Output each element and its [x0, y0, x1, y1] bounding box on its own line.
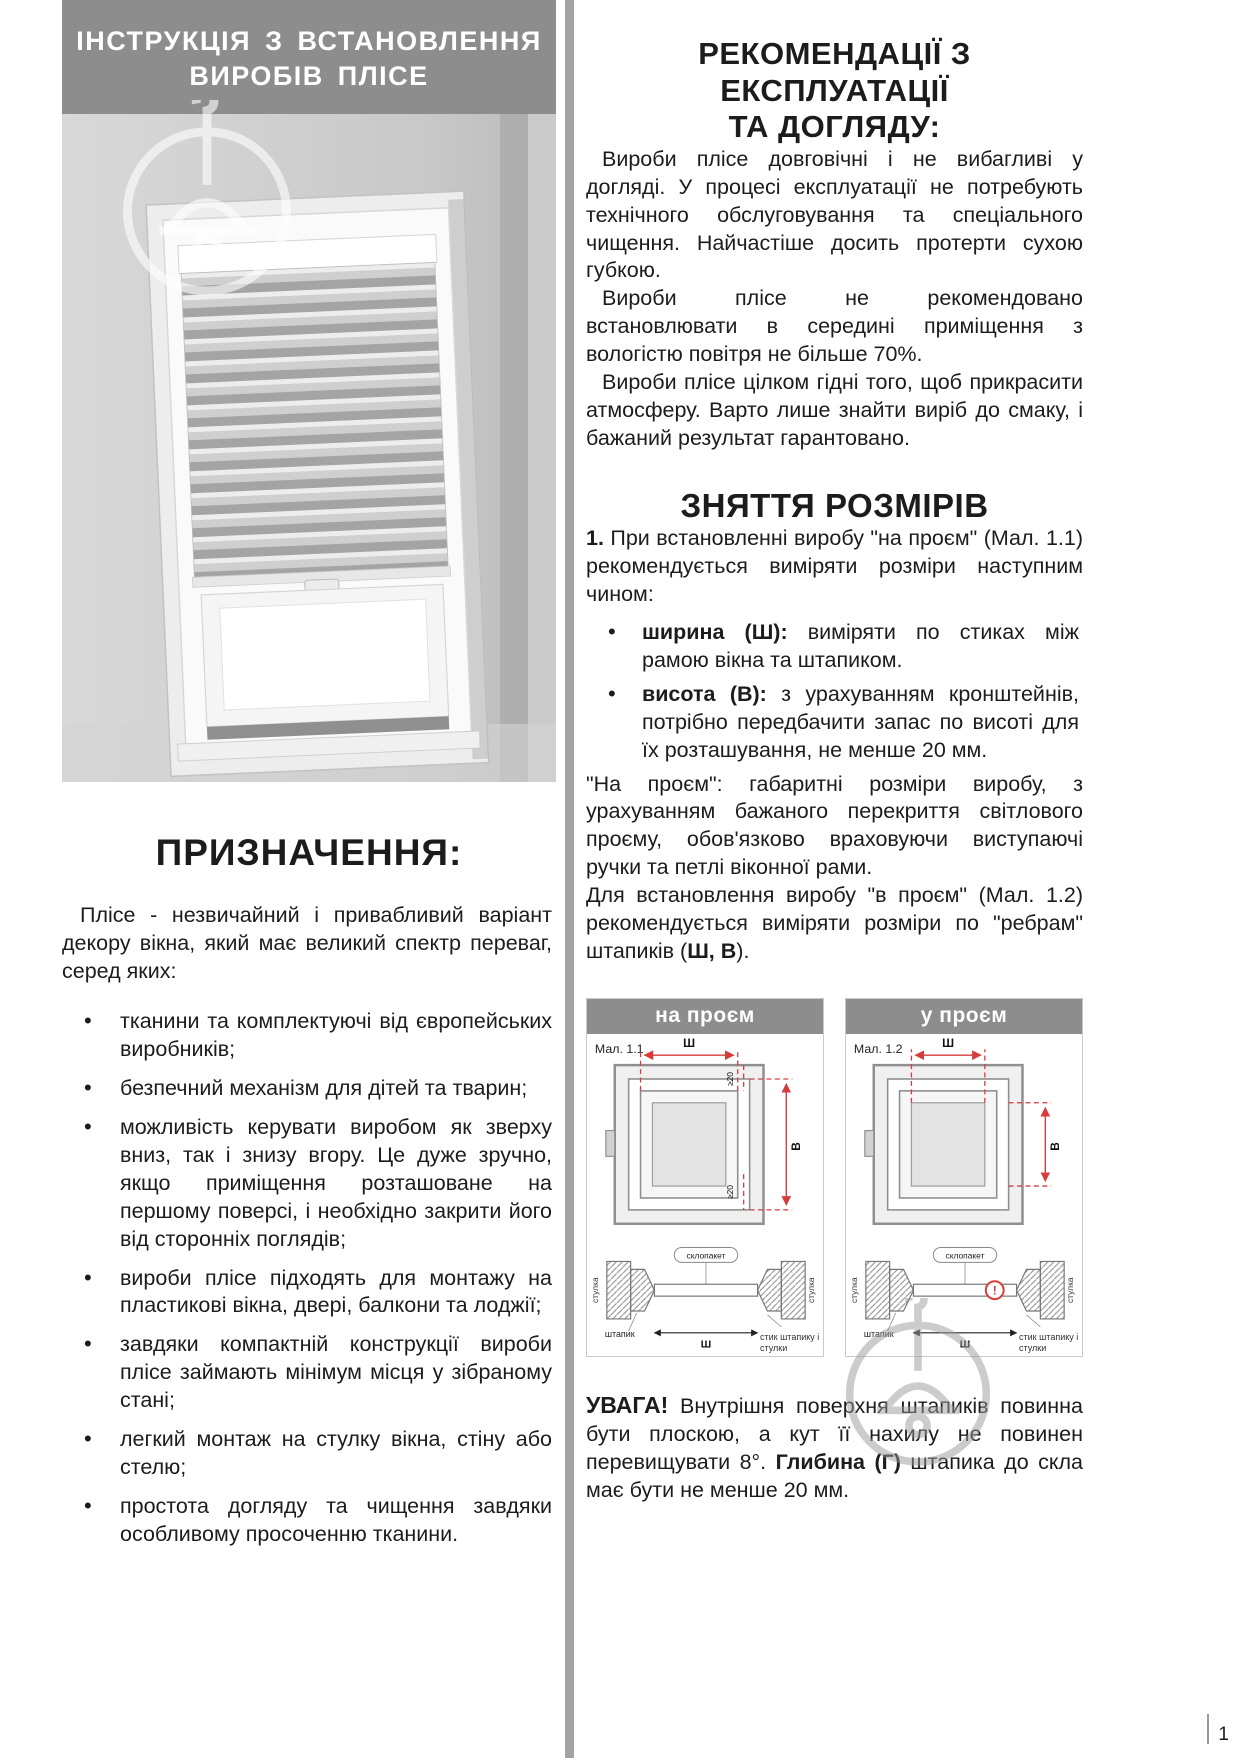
glazing-label: склопакет	[945, 1250, 985, 1261]
list-item: • завдяки компактній конструкції вироби плісе займають мінімум місця у зібраному стані;	[120, 1331, 552, 1415]
care-heading-line2: ТА ДОГЛЯДУ:	[728, 109, 941, 145]
measuring-step-1	[586, 525, 1083, 609]
width-dimension-label: Ш	[683, 1036, 696, 1051]
care-heading	[586, 36, 1083, 146]
sash-label-left: стулка	[589, 1277, 600, 1304]
list-item: • легкий монтаж на стулку вікна, стіну або стелю;	[120, 1426, 552, 1482]
measuring-heading: ЗНЯТТЯ РОЗМІРІВ	[680, 487, 989, 525]
warning-exclamation-icon: !	[992, 1283, 997, 1298]
attention-paragraph	[586, 1391, 1083, 1505]
figure-caption: Мал. 1.2	[853, 1042, 903, 1057]
diagram-na-proem-figure	[587, 1034, 823, 1356]
window-schematic-1-2	[846, 1034, 1082, 1356]
purpose-list	[62, 1008, 556, 1549]
list-item: • простота догляду та чищення завдяки особливому просоченню тканини.	[120, 1493, 552, 1549]
height-dimension-label: В	[789, 1142, 804, 1151]
figure-caption: Мал. 1.1	[594, 1042, 644, 1057]
joint-note: стик штапику і стулки	[1019, 1332, 1079, 1353]
care-paragraph-2: Вироби плісе не рекомендовано встановлювати в середині приміщення з вологістю повітря не більше 70%.	[586, 286, 1083, 367]
width-definition: виміряти по стиках між рамою вікна та штапиком.	[642, 619, 1079, 672]
right-column	[586, 0, 1083, 1526]
clearance-label-bottom: ≥20	[724, 1185, 735, 1200]
diagram-u-proem	[845, 998, 1083, 1357]
diagram-u-proem-header: у проєм	[846, 999, 1082, 1034]
column-divider	[565, 0, 574, 1758]
attention-bold-depth: Глибина (Г)	[775, 1449, 901, 1474]
purpose-intro: Плісе - незвичайний і привабливий варіант декору вікна, який має великий спектр переваг, серед яких:	[62, 903, 552, 984]
list-item: • безпечний механізм для дітей та тварин;	[120, 1075, 552, 1103]
clearance-label-top: ≥20	[724, 1072, 735, 1087]
step-text: При встановленні виробу "на проєм" (Мал. 1.1) рекомендується виміряти розміри наступним чином:	[586, 526, 1083, 606]
inset-text-1: Для встановлення виробу "в проєм" (Мал. 1.2) рекомендується виміряти розміри по "ребрам" штапиків (	[586, 883, 1083, 964]
height-term: висота (В):	[642, 681, 767, 706]
step-number: 1.	[586, 526, 604, 551]
diagram-u-proem-figure	[846, 1034, 1082, 1356]
window-schematic-1-1	[587, 1034, 823, 1356]
list-item: • тканини та комплектуючі від європейських виробників;	[120, 1008, 552, 1064]
list-item: • можливість керувати виробом як зверху вниз, так і знизу вгору. Це дуже зручно, якщо приміщення розташоване на першому поверсі, і необхідно закрити його від сторонніх поглядів;	[120, 1114, 552, 1254]
height-definition: з урахуванням кронштейнів, потрібно передбачити запас по висоті для їх розташування, не менше 20 мм.	[642, 681, 1079, 762]
diagram-na-proem-header: на проєм	[587, 999, 823, 1034]
care-paragraph-3: Вироби плісе цілком гідні того, щоб прикрасити атмосферу. Варто лише знайти виріб до смаку, і бажаний результат гарантовано.	[586, 370, 1083, 451]
glazing-label: склопакет	[686, 1250, 726, 1261]
instruction-header	[62, 0, 556, 114]
joint-note: стик штапику і стулки	[760, 1332, 820, 1353]
left-column	[0, 0, 565, 1560]
care-paragraph-1: Вироби плісе довговічні і не вибагливі у догляді. У процесі експлуатації не потребують технічного обслуговування та спеціального чищення. Найчастіше досить протерти сухою губкою.	[586, 146, 1083, 283]
width-bottom-label: Ш	[700, 1339, 712, 1351]
width-dimension-label: Ш	[942, 1036, 955, 1051]
attention-text-2: штапика до скла має бути не менше 20 мм.	[586, 1449, 1084, 1502]
diagram-na-proem	[586, 998, 824, 1357]
attention-text-1: Внутрішня поверхня штапиків повинна бути плоскою, а кут її нахилу не повинен перевищувати 8°.	[586, 1394, 1083, 1474]
attention-lead: УВАГА!	[586, 1392, 669, 1419]
list-item: • вироби плісе підходять для монтажу на пластикові вікна, двері, балкони та лоджії;	[120, 1265, 552, 1321]
page-number-divider	[1207, 1714, 1209, 1744]
measuring-list	[586, 619, 1083, 765]
overlap-mount-paragraph: "На проєм": габаритні розміри виробу, з урахуванням бажаного перекриття світлового проєму, обов'язково враховуючи виступаючі ручки та петлі віконної рами.	[586, 771, 1083, 880]
measuring-diagrams	[586, 998, 1083, 1357]
window-illustration	[62, 114, 556, 782]
width-bottom-label: Ш	[959, 1339, 971, 1351]
pleated-blind-photo	[62, 114, 556, 782]
sash-label-right: стулка	[1065, 1277, 1076, 1304]
inset-text-2: ).	[736, 939, 750, 964]
inset-bold-dims: Ш, В	[687, 939, 737, 964]
header-title-line2: ВИРОБІВ ПЛІСЕ	[189, 61, 429, 92]
care-heading-line1: РЕКОМЕНДАЦІЇ З ЕКСПЛУАТАЦІЇ	[698, 36, 971, 108]
bead-label: штапик	[863, 1328, 894, 1339]
sash-label-left: стулка	[848, 1277, 859, 1304]
bead-label: штапик	[604, 1328, 635, 1339]
page-number-block	[1207, 1714, 1229, 1744]
list-item	[642, 619, 1079, 675]
width-term: ширина (Ш):	[642, 619, 788, 644]
height-dimension-label: В	[1048, 1142, 1063, 1151]
header-title-line1: ІНСТРУКЦІЯ З ВСТАНОВЛЕННЯ	[76, 26, 542, 56]
purpose-heading: ПРИЗНАЧЕННЯ:	[155, 832, 463, 874]
page-number: 1	[1218, 1724, 1229, 1745]
list-item	[642, 681, 1079, 765]
sash-label-right: стулка	[806, 1277, 817, 1304]
inset-mount-paragraph	[586, 882, 1083, 966]
